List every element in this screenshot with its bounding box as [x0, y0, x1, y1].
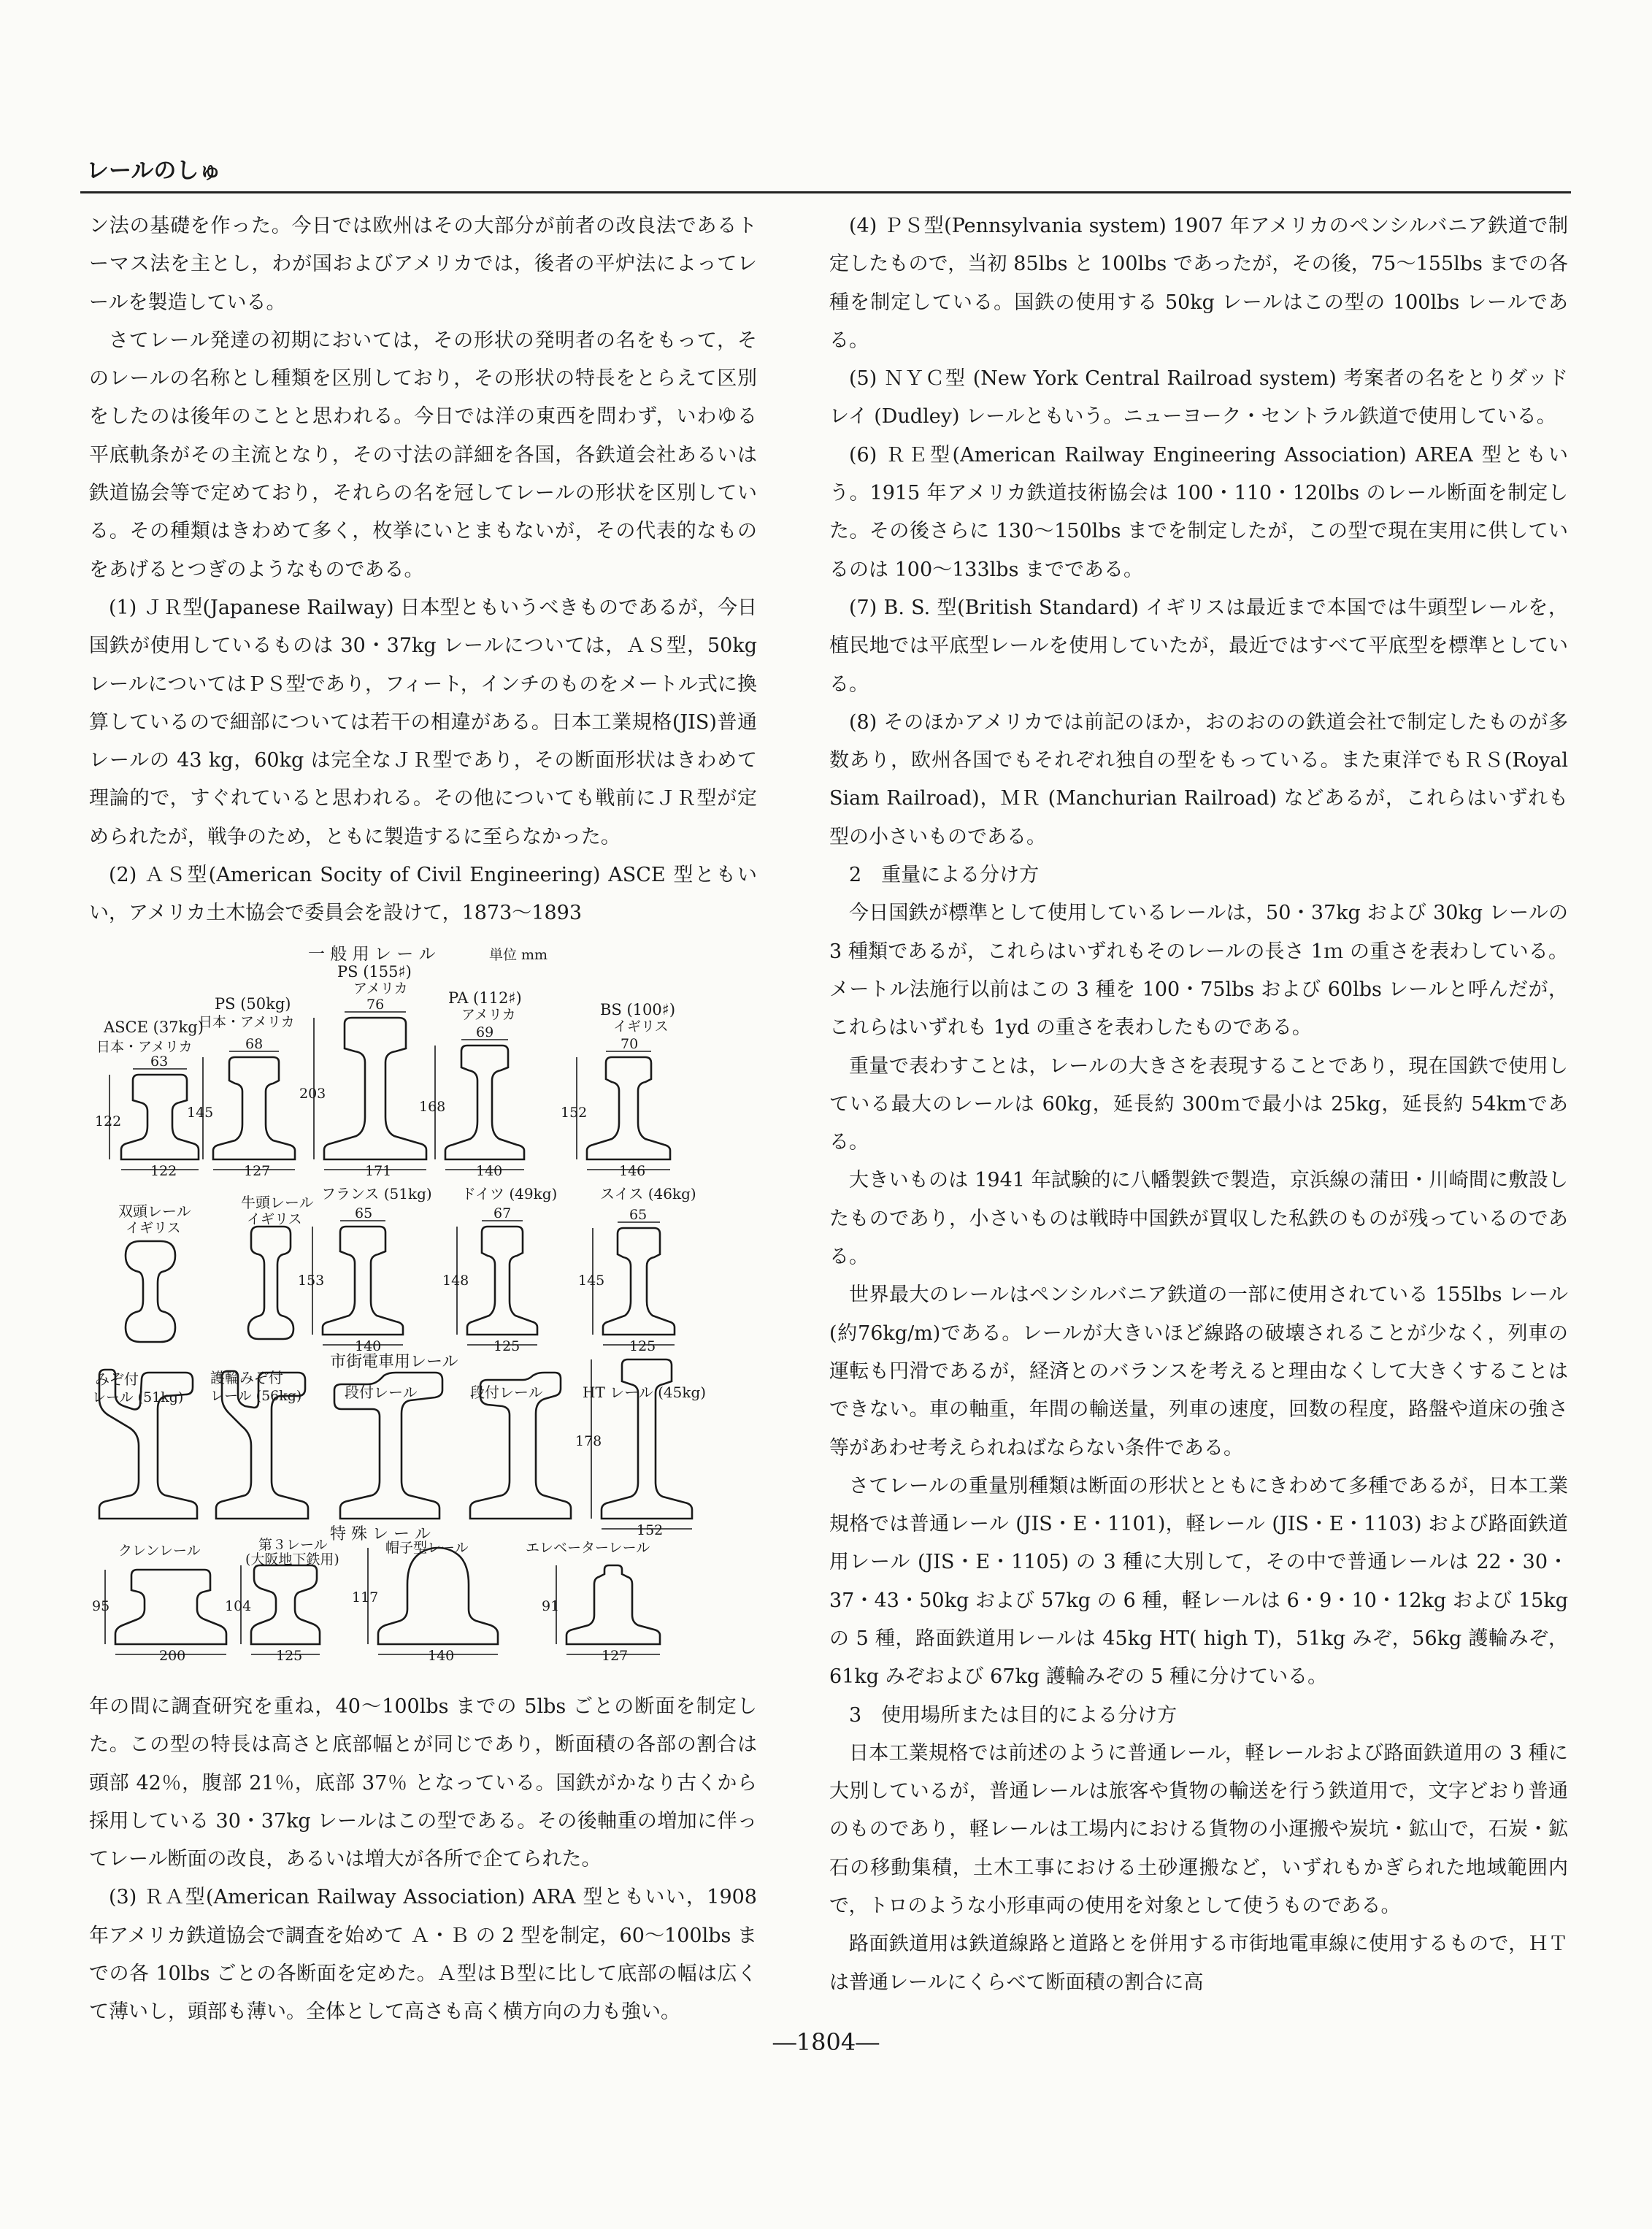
paragraph: (3) ＲＡ型(American Railway Association) ARA 型ともいい，1908 年アメリカ鉄道協会で調査を始めて Ａ・Ｂ の 2 型を制定，60～100lbs までの各 10lbs ごとの各断面を定めた。Ａ型はＢ型に比して底部の幅は広くて薄いし，頭部も薄い。全体として高さも高く横方向の力も強い。 [89, 1886, 757, 2024]
dim-height: 95 [92, 1598, 110, 1614]
rail-label: 段付レール [345, 1384, 418, 1401]
dim-height: 117 [352, 1589, 379, 1605]
rail-profile-crane [115, 1570, 226, 1644]
header-rule [80, 191, 1571, 193]
rail-label: 双頭レール [118, 1202, 191, 1220]
rail-profile-ps155 [324, 1018, 426, 1159]
dim-base: 171 [365, 1163, 392, 1179]
rail-label: PS (155♯) [337, 963, 412, 981]
dim-head: 63 [150, 1054, 169, 1070]
rail-label: BS (100♯) [600, 1001, 676, 1018]
paragraph: (2) ＡＳ型(American Socity of Civil Engineering) ASCE 型ともいい，アメリカ土木協会で委員会を設けて，1873～1893 [89, 864, 757, 925]
dim-height: 152 [561, 1105, 588, 1121]
rail-label: イギリス [247, 1211, 302, 1227]
dim-base: 152 [637, 1522, 664, 1538]
dim-height: 168 [419, 1099, 446, 1115]
rail-profile-ps50 [213, 1057, 295, 1159]
paragraph: さてレールの重量別種類は断面の形状とともにきわめて多種であるが，日本工業規格では普通レール (JIS・E・1101)，軽レール (JIS・E・1103) および路面鉄道用レール (JIS・E・1105) の 3 種に大別して，その中で普通レールは 22・30・37・43・50kg および 57kg の 6 種，軽レールは 6・9・10・12kg および 15kgの 5 種，路面鉄道用レールは 45kg HT( high T)，51kg みぞ，56kg 護輪みぞ，61kg みぞおよび 67kg 護輪みぞの 5 種に分けている。 [829, 1474, 1568, 1689]
dim-base: 122 [150, 1163, 177, 1179]
rail-label: 帽子型レール [385, 1540, 469, 1556]
dim-height: 122 [95, 1113, 122, 1129]
dim-base: 127 [602, 1648, 629, 1664]
section-heading: 3 使用場所または目的による分け方 [849, 1703, 1177, 1727]
section-heading: 2 重量による分け方 [849, 864, 1040, 887]
running-header: レールのしゅ [86, 158, 222, 184]
rail-profile-pa112 [445, 1046, 524, 1159]
rail-profile-switzerland [603, 1228, 675, 1335]
dim-base: 146 [619, 1163, 646, 1179]
dim-height: 91 [542, 1598, 560, 1614]
rail-profile-germany [467, 1227, 537, 1335]
rail-label: 日本・アメリカ [199, 1014, 295, 1030]
dim-head: 69 [476, 1024, 494, 1040]
dim-height: 145 [578, 1273, 605, 1289]
dim-height: 148 [442, 1273, 469, 1289]
dim-base: 127 [244, 1163, 271, 1179]
dim-head: 76 [366, 997, 385, 1013]
rail-label: 段付レール [470, 1384, 543, 1401]
paragraph: 今日国鉄が標準として使用しているレールは，50・37kg および 30kg レールの 3 種類であるが，これらはいずれもそのレールの長さ 1ｍ の重さを表わしている。メートル法施行以前はこの 3 種を 100・75lbs および 60lbs レールと呼んだが，これらはいずれも 1yd の重さを表わしたものである。 [829, 902, 1568, 1040]
page-number: ―1804― [772, 2028, 880, 2056]
paragraph: (8) そのほかアメリカでは前記のほか，おのおのの鉄道会社で制定したものが多数あり，欧州各国でもそれぞれ独自の型をもっている。また東洋でもＲＳ(Royal Siam Railroad)，ＭＲ (Manchurian Railroad) などあるが，これらはいずれも型の小さいものである。 [829, 710, 1568, 848]
right-column [829, 207, 1568, 2002]
dim-base: 140 [476, 1163, 503, 1179]
rail-profile-france [323, 1227, 403, 1335]
paragraph: (6) ＲＥ型(American Railway Engineering Association) AREA 型ともいう。1915 年アメリカ鉄道技術協会は 100・110・120lbs のレール断面を制定した。その後さらに 130～150lbs までを制定したが，この型で現在実用に供しているのは 100～133lbs までである。 [829, 443, 1568, 581]
unit-label: 単位 mm [489, 947, 548, 963]
dim-base: 200 [159, 1648, 186, 1664]
rail-label: HT レール (45kg) [583, 1384, 707, 1401]
dim-head: 70 [621, 1036, 639, 1052]
dim-base: 140 [428, 1648, 455, 1664]
rail-label: ASCE (37kg) [104, 1018, 204, 1036]
dim-base: 125 [629, 1338, 656, 1354]
rail-profile-bs100 [587, 1057, 670, 1159]
paragraph: ン法の基礎を作った。今日では欧州はその大部分が前者の改良法であるトーマス法を主とし，わが国およびアメリカでは，後者の平炉法によってレールを製造している。 [89, 215, 757, 314]
rail-label: エレベーターレール [526, 1540, 650, 1556]
section-title-general: 一 般 用 レ ー ル [308, 945, 436, 964]
rail-profile-third-rail [251, 1565, 320, 1644]
rail-section-figure [89, 942, 757, 1683]
dim-head: 68 [245, 1036, 264, 1052]
paragraph: 重量で表わすことは，レールの大きさを表現することであり，現在国鉄で使用している最大のレールは 60kg，延長約 300ｍで最小は 25kg，延長約 54kmである。 [829, 1054, 1568, 1154]
paragraph: (4) ＰＳ型(Pennsylvania system) 1907 年アメリカのペンシルバニア鉄道で制定したもので，当初 85lbs と 100lbs であったが，その後，75～155lbs までの各種を制定している。国鉄の使用する 50kg レールはこの型の 100lbs レールである。 [829, 215, 1568, 352]
rail-label: レール (56kg) [210, 1388, 302, 1404]
dim-height: 153 [298, 1273, 325, 1289]
rail-label: 護輪みぞ付 [210, 1369, 283, 1386]
rail-label: レール (51kg) [92, 1389, 184, 1405]
rail-label: ドイツ (49kg) [461, 1185, 558, 1202]
dim-base: 125 [493, 1338, 520, 1354]
rail-label: フランス (51kg) [321, 1185, 432, 1202]
section-title-tram: 市街電車用レール [330, 1353, 458, 1371]
dim-height: 104 [225, 1598, 252, 1614]
dim-base: 140 [355, 1338, 382, 1354]
rail-label: 日本・アメリカ [96, 1039, 193, 1055]
paragraph: (1) ＪＲ型(Japanese Railway) 日本型ともいうべきものであるが，今日国鉄が使用しているものは 30・37kg レールについては，ＡＳ型，50kg レールについてはＰＳ型であり，フィート，インチのものをメートル式に換算しているので細部については若干の相違がある。日本工業規格(JIS)普通レールの 43 kg，60kg は完全なＪＲ型であり，その断面形状はきわめて理論的で，すぐれていると思われる。その他についても戦前にＪＲ型が定められたが，戦争のため，ともに製造するに至らなかった。 [89, 596, 757, 848]
rail-label: 牛頭レール [241, 1194, 314, 1211]
paragraph: 大きいものは 1941 年試験的に八幡製鉄で製造，京浜線の蒲田・川崎間に敷設したものであり，小さいものは戦時中国鉄が買収した私鉄のものが残っているのである。 [829, 1169, 1568, 1269]
paragraph: さてレール発達の初期においては，その形状の発明者の名をもって，そのレールの名称とし種類を区別しており，その形状の特長をとらえて区別をしたのは後年のことと思われる。今日では洋の東西を問わず，いわゆる平底軌条がその主流となり，その寸法の詳細を各国，各鉄道会社あるいは鉄道協会等で定めており，それらの名を冠してレールの形状を区別している。その種類はきわめて多く，枚挙にいとまもないが，その代表的なものをあげるとつぎのようなものである。 [89, 329, 757, 581]
dim-height: 203 [299, 1086, 326, 1102]
paragraph: 日本工業規格では前述のように普通レール，軽レールおよび路面鉄道用の 3 種に大別しているが，普通レールは旅客や貨物の輸送を行う鉄道用で，文字どおり普通のものであり，軽レールは工場内における貨物の小運搬や炭坑・鉱山で，石炭・鉱石の移動集積，土木工事における土砂運搬など，いずれもかぎられた地域範囲内で，トロのような小形車両の使用を対象として使うものである。 [829, 1741, 1568, 1918]
dim-height: 178 [575, 1433, 602, 1449]
rail-label: アメリカ [461, 1007, 516, 1023]
left-column-top [89, 207, 757, 933]
paragraph: (5) ＮＹＣ型 (New York Central Railroad system) 考案者の名をとりダッドレイ (Dudley) レールともいう。ニューヨーク・セントラル鉄道で使用している。 [829, 367, 1568, 429]
rail-label: イギリス [126, 1220, 181, 1236]
dim-base: 125 [276, 1648, 303, 1664]
rail-label: みぞ付 [95, 1370, 139, 1388]
dim-head: 65 [355, 1205, 373, 1221]
rail-label: イギリス [613, 1018, 669, 1035]
dim-head: 67 [493, 1205, 512, 1221]
rail-label: 第３レール [258, 1537, 328, 1553]
rail-label: PS (50kg) [215, 995, 291, 1013]
section-title-special: 特 殊 レ ー ル [330, 1525, 431, 1543]
paragraph: 世界最大のレールはペンシルバニア鉄道の一部に使用されている 155lbs レール(約76kg/m)である。レールが大きいほど線路の破壊されることが少なく，列車の運転も円滑であるが，経済とのバランスを考えると理由なくして大きくすることはできない。車の軸重，年間の輸送量，列車の速度，回数の程度，路盤や道床の強さ等があわせ考えられねばならない条件である。 [829, 1284, 1568, 1459]
rail-label: スイス (46kg) [600, 1185, 696, 1202]
rail-label: アメリカ [353, 981, 408, 997]
dim-head: 65 [629, 1207, 648, 1223]
rail-profile-bull-head [248, 1227, 293, 1339]
rail-profile-double-head [126, 1241, 175, 1342]
dim-height: 145 [187, 1105, 214, 1121]
rail-label: (大阪地下鉄用) [245, 1551, 339, 1568]
rail-profile-hat [378, 1548, 498, 1644]
rail-label: クレンレール [118, 1543, 201, 1559]
rail-label: PA (112♯) [448, 989, 522, 1007]
rail-profile-elevator [566, 1565, 660, 1644]
left-column-bottom [89, 1688, 757, 2032]
paragraph: 路面鉄道用は鉄道線路と道路とを併用する市街地電車線に使用するもので，ＨＴは普通レールにくらべて断面積の割合に高 [829, 1933, 1568, 1994]
paragraph: 年の間に調査研究を重ね，40～100lbs までの 5lbs ごとの断面を制定した。この型の特長は高さと底部幅とが同じであり，断面積の各部の割合は頭部 42％，腹部 21％，底部 37％ となっている。国鉄がかなり古くから採用している 30・37kg レールはこの型である。その後軸重の増加に伴ってレール断面の改良，あるいは増大が各所で企てられた。 [89, 1695, 757, 1871]
paragraph: (7) B. S. 型(British Standard) イギリスは最近まで本国では牛頭型レールを，植民地では平底型レールを使用していたが，最近ではすべて平底型を標準としている。 [829, 596, 1569, 696]
